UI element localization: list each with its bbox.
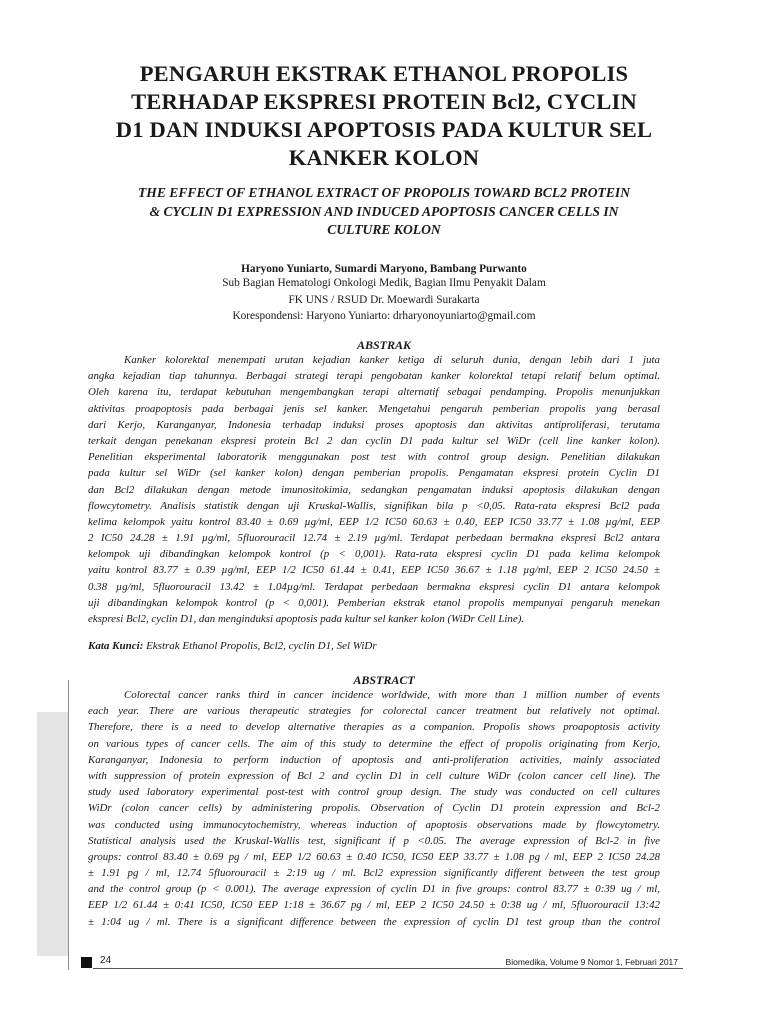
subtitle-line: & CYCLIN D1 EXPRESSION AND INDUCED APOPTOSIS CANCER CELLS IN bbox=[149, 203, 619, 219]
abstrak-line: terkait dengan penekanan ekspresi protein Bcl 2 dan cyclin D1 pada kultur sel WiDr (cell line kanker kolon). bbox=[88, 434, 660, 447]
abstrak-line: 2 IC50 24.28 ± 1.91 µg/ml, 5fluorouracil 12.74 ± 2.19 µg/ml. Terdapat perbedaan bermakna ekspresi Bcl2 antara bbox=[88, 532, 660, 545]
abstrak-line: dari Kerjo, Karanganyar, Indonesia terhadap induksi proses apoptosis dan aktivitas antiproliferasi, terutama bbox=[88, 418, 660, 431]
abstrak-line: kelompok uji dibandingkan kelompok kontrol (p < 0,001). Rata-rata ekspresi cyclin D1 pada kelima kelompok bbox=[88, 548, 660, 561]
margin-vertical-rule bbox=[68, 680, 69, 970]
abstrak-line: flowcytometry. Analisis statistik dengan uji Kruskal-Wallis, signifikan bila p <0,05. Rata-rata ekspresi Bcl2 pada bbox=[88, 499, 660, 512]
margin-shade-band bbox=[37, 712, 68, 956]
abstract-line: each year. There are various therapeutic strategies for colorectal cancer treatment but relatively not optimal. bbox=[88, 705, 660, 718]
abstract-line: WiDr (colon cancer cells) by administering propolis. Observation of Cyclin D1 protein expression and Bcl-2 bbox=[88, 802, 660, 815]
abstract-body bbox=[88, 687, 660, 930]
abstrak-line: dan Bcl2 dilakukan dengan metode imunositokimia, sedangkan pengamatan induksi apoptosis dilakukan dengan bbox=[88, 483, 660, 496]
affiliation-line: Sub Bagian Hematologi Onkologi Medik, Bagian Ilmu Penyakit Dalam bbox=[222, 277, 546, 289]
paper-english-title bbox=[84, 184, 684, 240]
subtitle-line: CULTURE KOLON bbox=[327, 222, 441, 237]
abstrak-line: ekspresi Bcl2, cyclin D1, dan menginduksi apoptosis pada kultur sel kanker kolon (WiDr Cell Line). bbox=[88, 613, 525, 625]
abstract-line: ± 1:04 ug / ml. There is a significant difference between the expression of cyclin D1 test group than the control bbox=[88, 915, 660, 928]
abstrak-line: Penelitian eksperimental laboratorik menggunakan post test with control group design. Penelitian dilakukan bbox=[88, 451, 660, 464]
affiliation-block bbox=[84, 275, 684, 325]
abstract-line: Therefore, there is a need to develop alternative therapies as a companion. Propolis shows proapoptosis activity bbox=[88, 721, 660, 734]
abstrak-line: aktivitas proapoptosis pada berbagai jenis sel kanker. Mengetahui pengaruh pemberian propolis yang berasal bbox=[88, 402, 660, 415]
abstract-line: on various types of cancer cells. The aim of this study to determine the effect of propolis originating from Kerjo, bbox=[88, 737, 660, 750]
footer-marker bbox=[81, 957, 92, 968]
keywords bbox=[88, 640, 660, 652]
journal-citation: Biomedika, Volume 9 Nomor 1, Februari 2017 bbox=[505, 957, 678, 967]
abstract-line: groups: control 83.40 ± 0.69 pg / ml, EEP 1/2 60.63 ± 0.40 IC50, IC50 EEP 33.77 ± 1.08 pg / ml, EEP 2 IC50 24.28 bbox=[88, 850, 660, 863]
abstrak-line: angka kejadian tiap tahunnya. Berbagai strategi terapi pengobatan kanker kolorektal tetapi relatif belum optimal. bbox=[88, 370, 660, 383]
title-line: TERHADAP EKSPRESI PROTEIN Bcl2, CYCLIN bbox=[131, 89, 637, 114]
abstract-line: with suppression of protein expression of Bcl 2 and cyclin D1 in cell culture WiDr (colon cancer cell line). The bbox=[88, 769, 660, 782]
abstract-line: Statistical analysis used the Kruskal-Wallis test, significant if p <0.05. The average expression of Bcl-2 in five bbox=[88, 834, 660, 847]
affiliation-line: FK UNS / RSUD Dr. Moewardi Surakarta bbox=[288, 293, 480, 306]
abstract-heading: ABSTRACT bbox=[353, 673, 415, 687]
abstract-line: study used laboratory experimental post-test with control group design. The study was conducted on cell cultures bbox=[88, 786, 660, 799]
abstrak-body bbox=[88, 352, 660, 627]
abstract-line: was conducted using immunocytochemistry, whereas induction of apoptosis observations made by flowcytometry. bbox=[88, 818, 660, 831]
abstract-line: Karanganyar, Indonesia to perform induction of apoptosis and anti-proliferation activities, mainly associated bbox=[88, 753, 660, 766]
abstrak-line: uji dibandingkan kelompok kontrol (p < 0,001). Pemberian ekstrak etanol propolis mempunyai pengaruh menekan bbox=[88, 596, 660, 609]
title-line: KANKER KOLON bbox=[288, 145, 480, 170]
abstrak-line: yaitu kontrol 83.77 ± 0.39 µg/ml, EEP 1/2 IC50 61.44 ± 0.41, EEP IC50 36.67 ± 1.18 µg/ml, EEP 2 IC50 24.50 ± bbox=[88, 564, 660, 577]
abstract-line: ± 1.91 pg / ml, 12.74 5fluorouracil ± 2:19 ug / ml. Bcl2 expression significantly different between the test group bbox=[88, 867, 660, 880]
abstrak-line: pada kultur sel WiDr (sel kanker kolon) dengan pemberian propolis. Pengamatan ekspresi protein Cyclin D1 bbox=[88, 467, 660, 480]
abstrak-line: kelima kelompok yaitu kontrol 83.40 ± 0.69 µg/ml, EEP 1/2 IC50 60.63 ± 0.40, EEP IC50 33.77 ± 1.08 µg/ml, EEP bbox=[88, 515, 660, 528]
abstrak-line: Oleh karena itu, terdapat kebutuhan mengembangkan terapi alternatif sebagai pendamping. Propolis menunjukkan bbox=[88, 386, 660, 399]
abstrak-line: 0.38 µg/ml, 5fluorouracil 13.42 ± 1.04µg/ml. Terdapat perbedaan bermakna ekspresi cyclin D1 antara kelompok bbox=[88, 580, 660, 593]
keywords-text: Ekstrak Ethanol Propolis, Bcl2, cyclin D1, Sel WiDr bbox=[143, 640, 377, 652]
keywords-label: Kata Kunci: bbox=[88, 640, 144, 652]
author-list: Haryono Yuniarto, Sumardi Maryono, Bambang Purwanto bbox=[241, 263, 527, 275]
abstract-line: EEP 1/2 61.44 ± 0:41 IC50, IC50 EEP 1:18 ± 36.67 pg / ml, EEP 2 IC50 24.50 ± 0:38 ug / ml, 5fluorouracil 13:42 bbox=[88, 899, 660, 912]
footer-rule bbox=[93, 968, 683, 969]
subtitle-line: THE EFFECT OF ETHANOL EXTRACT OF PROPOLIS TOWARD BCL2 PROTEIN bbox=[137, 185, 631, 200]
paper-title bbox=[84, 60, 684, 172]
page-number: 24 bbox=[100, 955, 112, 966]
title-line: PENGARUH EKSTRAK ETHANOL PROPOLIS bbox=[139, 61, 629, 86]
affiliation-line: Korespondensi: Haryono Yuniarto: drharyonoyuniarto@gmail.com bbox=[232, 310, 536, 322]
abstract-line: Colorectal cancer ranks third in cancer incidence worldwide, with more than 1 million number of events bbox=[124, 689, 660, 701]
title-line: D1 DAN INDUKSI APOPTOSIS PADA KULTUR SEL bbox=[115, 117, 653, 142]
abstrak-heading: ABSTRAK bbox=[356, 338, 412, 352]
abstract-line: and the control group (p < 0.001). The average expression of cyclin D1 in five groups: control 83.77 ± 0:39 ug / ml, bbox=[88, 883, 660, 896]
abstrak-line: Kanker kolorektal menempati urutan kejadian kanker ketiga di seluruh dunia, dengan lebih dari 1 juta bbox=[124, 354, 660, 366]
